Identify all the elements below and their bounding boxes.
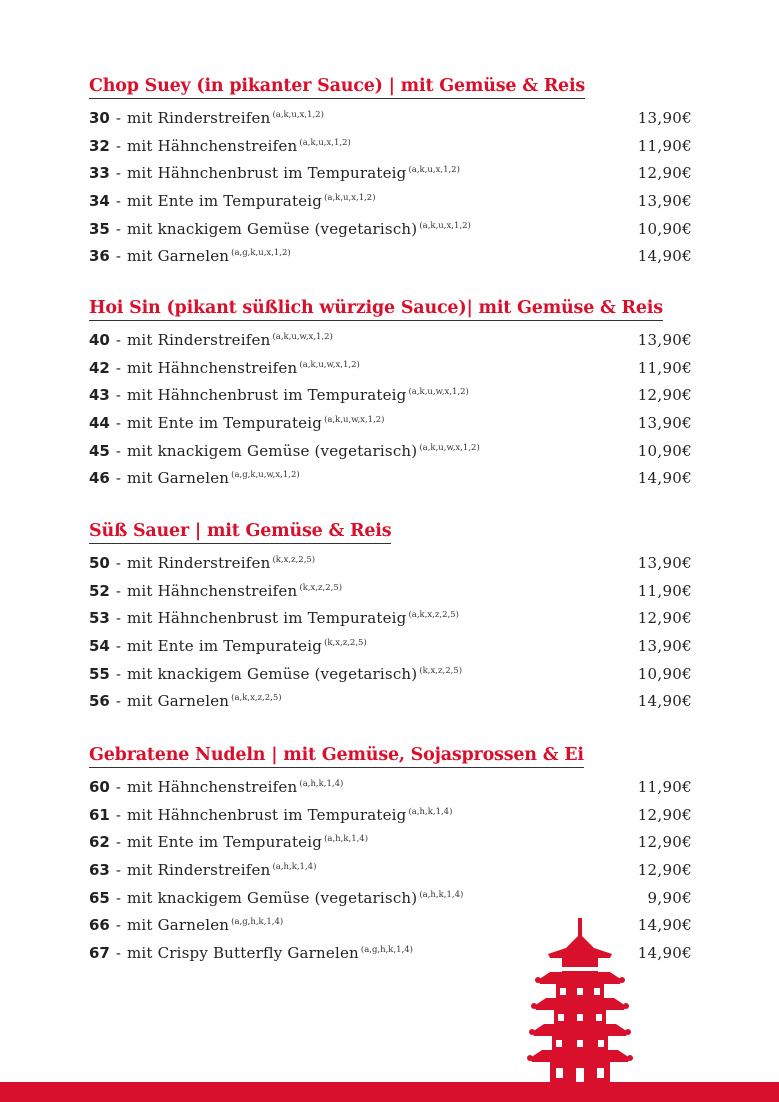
- item-dash: -: [115, 944, 121, 963]
- item-name: mit Crispy Butterfly Garnelen: [126, 944, 359, 963]
- item-number: 40: [89, 331, 110, 349]
- allergen-codes: (a,h,k,1,4): [408, 806, 453, 817]
- menu-item: [89, 661, 692, 689]
- item-number: 60: [89, 778, 110, 796]
- item-name: mit Rinderstreifen: [126, 861, 271, 880]
- item-dash: -: [115, 692, 121, 711]
- item-name: mit Rinderstreifen: [126, 109, 271, 127]
- item-number: 55: [89, 664, 110, 683]
- item-price: 12,90€: [637, 861, 692, 880]
- item-number: 65: [89, 888, 110, 907]
- item-name: mit Hähnchenbrust im Tempurateig: [126, 386, 407, 405]
- allergen-codes: (a,g,k,u,x,1,2): [231, 248, 291, 259]
- menu-item: [89, 829, 692, 857]
- item-number: 50: [89, 554, 110, 572]
- allergen-codes: (a,g,h,k,1,4): [231, 917, 284, 928]
- item-dash: -: [115, 778, 121, 796]
- menu-item: [89, 188, 692, 216]
- item-dash: -: [115, 441, 121, 460]
- section-suess-sauer: [89, 521, 692, 716]
- menu-item: [89, 243, 692, 271]
- item-name: mit Hähnchenbrust im Tempurateig: [126, 164, 407, 183]
- allergen-codes: (a,g,k,u,w,x,1,2): [231, 470, 300, 481]
- item-dash: -: [115, 916, 121, 935]
- item-number: 33: [89, 164, 110, 183]
- menu-item: [89, 327, 692, 355]
- item-number: 66: [89, 916, 110, 935]
- allergen-codes: (k,x,z,2,5): [324, 638, 367, 649]
- allergen-codes: (a,k,u,x,1,2): [299, 137, 351, 148]
- item-name: mit Hähnchenstreifen: [126, 136, 298, 155]
- allergen-codes: (a,h,k,1,4): [272, 862, 317, 873]
- item-price: 12,90€: [637, 609, 692, 628]
- item-name: mit Ente im Tempurateig: [126, 192, 323, 211]
- item-dash: -: [115, 664, 121, 683]
- item-price: 11,90€: [637, 358, 692, 377]
- item-name: mit knackigem Gemüse (vegetarisch): [126, 219, 418, 238]
- bottom-bar: [0, 1082, 779, 1102]
- item-dash: -: [115, 164, 121, 183]
- item-dash: -: [115, 192, 121, 211]
- item-number: 42: [89, 358, 110, 377]
- allergen-codes: (a,h,k,1,4): [324, 834, 369, 845]
- item-name: mit Ente im Tempurateig: [126, 414, 323, 433]
- item-number: 52: [89, 581, 110, 600]
- menu-item: [89, 438, 692, 466]
- item-number: 43: [89, 386, 110, 405]
- allergen-codes: (a,k,u,w,x,1,2): [324, 415, 385, 426]
- allergen-codes: (k,x,z,2,5): [419, 665, 463, 676]
- allergen-codes: (k,x,z,2,5): [272, 555, 316, 565]
- item-name: mit Garnelen: [126, 916, 230, 935]
- menu-list: [89, 550, 692, 716]
- item-dash: -: [115, 581, 121, 600]
- item-name: mit Ente im Tempurateig: [126, 637, 323, 656]
- menu-list: [89, 327, 692, 493]
- item-dash: -: [115, 833, 121, 852]
- item-price: 12,90€: [637, 386, 692, 405]
- item-number: 62: [89, 833, 110, 852]
- item-name: mit Hähnchenbrust im Tempurateig: [126, 609, 407, 628]
- allergen-codes: (a,h,k,1,4): [419, 889, 464, 900]
- allergen-codes: (a,k,u,w,x,1,2): [299, 359, 360, 370]
- item-number: 30: [89, 109, 110, 127]
- menu-item: [89, 857, 692, 885]
- item-price: 14,90€: [637, 692, 692, 711]
- item-number: 35: [89, 219, 110, 238]
- item-dash: -: [115, 637, 121, 656]
- item-name: mit Rinderstreifen: [126, 554, 271, 572]
- menu-item: [89, 382, 692, 410]
- item-price: 14,90€: [637, 944, 692, 963]
- allergen-codes: (a,h,k,1,4): [299, 779, 344, 789]
- item-name: mit Hähnchenstreifen: [126, 778, 298, 796]
- item-price: 13,90€: [637, 414, 692, 433]
- menu-item: [89, 550, 692, 578]
- item-price: 10,90€: [637, 219, 692, 238]
- menu-item: [89, 133, 692, 161]
- item-price: 9,90€: [647, 888, 692, 907]
- item-price: 13,90€: [637, 331, 692, 349]
- allergen-codes: (a,k,u,w,x,1,2): [419, 442, 480, 453]
- menu-item: [89, 633, 692, 661]
- menu-item: [89, 885, 692, 913]
- menu-item: [89, 605, 692, 633]
- item-dash: -: [115, 888, 121, 907]
- item-name: mit knackigem Gemüse (vegetarisch): [126, 441, 418, 460]
- item-dash: -: [115, 358, 121, 377]
- item-price: 12,90€: [637, 805, 692, 824]
- allergen-codes: (a,k,u,w,x,1,2): [272, 332, 333, 342]
- menu-item: [89, 465, 692, 493]
- item-dash: -: [115, 136, 121, 155]
- menu-item: [89, 105, 692, 133]
- item-price: 14,90€: [637, 469, 692, 488]
- section-title: Hoi Sin (pikant süßlich würzige Sauce)| mit Gemüse & Reis: [89, 298, 663, 321]
- item-dash: -: [115, 247, 121, 266]
- item-price: 14,90€: [637, 916, 692, 935]
- item-name: mit Garnelen: [126, 469, 230, 488]
- pagoda-icon: [520, 918, 640, 1090]
- section-hoi-sin: [89, 298, 692, 493]
- item-price: 10,90€: [637, 441, 692, 460]
- item-dash: -: [115, 554, 121, 572]
- item-price: 13,90€: [637, 109, 692, 127]
- item-name: mit Garnelen: [126, 692, 230, 711]
- item-name: mit knackigem Gemüse (vegetarisch): [126, 888, 418, 907]
- item-name: mit Hähnchenbrust im Tempurateig: [126, 805, 407, 824]
- menu-item: [89, 160, 692, 188]
- item-number: 67: [89, 944, 110, 963]
- menu-list: [89, 105, 692, 271]
- item-number: 46: [89, 469, 110, 488]
- allergen-codes: (k,x,z,2,5): [299, 582, 343, 593]
- menu-item: [89, 355, 692, 383]
- item-name: mit Garnelen: [126, 247, 230, 266]
- item-name: mit knackigem Gemüse (vegetarisch): [126, 664, 418, 683]
- menu-item: [89, 578, 692, 606]
- item-number: 53: [89, 609, 110, 628]
- allergen-codes: (a,k,u,w,x,1,2): [408, 387, 469, 398]
- menu-item: [89, 802, 692, 830]
- item-number: 44: [89, 414, 110, 433]
- allergen-codes: (a,g,h,k,1,4): [360, 945, 413, 956]
- item-price: 13,90€: [637, 554, 692, 572]
- menu-item: [89, 410, 692, 438]
- item-name: mit Rinderstreifen: [126, 331, 271, 349]
- item-name: mit Hähnchenstreifen: [126, 581, 298, 600]
- item-price: 14,90€: [637, 247, 692, 266]
- item-dash: -: [115, 414, 121, 433]
- item-price: 11,90€: [637, 136, 692, 155]
- section-title: Chop Suey (in pikanter Sauce) | mit Gemüse & Reis: [89, 76, 585, 99]
- item-price: 12,90€: [637, 164, 692, 183]
- item-number: 61: [89, 805, 110, 824]
- item-number: 63: [89, 861, 110, 880]
- allergen-codes: (a,k,x,z,2,5): [231, 693, 282, 704]
- item-price: 13,90€: [637, 637, 692, 656]
- menu-item: [89, 688, 692, 716]
- allergen-codes: (a,k,u,x,1,2): [324, 193, 376, 204]
- allergen-codes: (a,k,u,x,1,2): [419, 220, 471, 231]
- item-price: 12,90€: [637, 833, 692, 852]
- item-price: 11,90€: [637, 581, 692, 600]
- item-dash: -: [115, 331, 121, 349]
- item-number: 54: [89, 637, 110, 656]
- allergen-codes: (a,k,u,x,1,2): [272, 110, 324, 120]
- item-price: 10,90€: [637, 664, 692, 683]
- section-chop-suey: [89, 76, 692, 271]
- item-name: mit Ente im Tempurateig: [126, 833, 323, 852]
- item-dash: -: [115, 109, 121, 127]
- item-number: 36: [89, 247, 110, 266]
- allergen-codes: (a,k,u,x,1,2): [408, 165, 460, 176]
- item-number: 34: [89, 192, 110, 211]
- item-dash: -: [115, 861, 121, 880]
- menu-item: [89, 774, 692, 802]
- item-number: 45: [89, 441, 110, 460]
- item-dash: -: [115, 469, 121, 488]
- item-dash: -: [115, 219, 121, 238]
- section-title: Gebratene Nudeln | mit Gemüse, Sojasprossen & Ei: [89, 745, 584, 768]
- item-dash: -: [115, 609, 121, 628]
- menu-item: [89, 216, 692, 244]
- section-title: Süß Sauer | mit Gemüse & Reis: [89, 521, 391, 544]
- item-dash: -: [115, 805, 121, 824]
- item-dash: -: [115, 386, 121, 405]
- item-name: mit Hähnchenstreifen: [126, 358, 298, 377]
- item-price: 11,90€: [637, 778, 692, 796]
- allergen-codes: (a,k,x,z,2,5): [408, 610, 459, 621]
- item-number: 32: [89, 136, 110, 155]
- item-number: 56: [89, 692, 110, 711]
- item-price: 13,90€: [637, 192, 692, 211]
